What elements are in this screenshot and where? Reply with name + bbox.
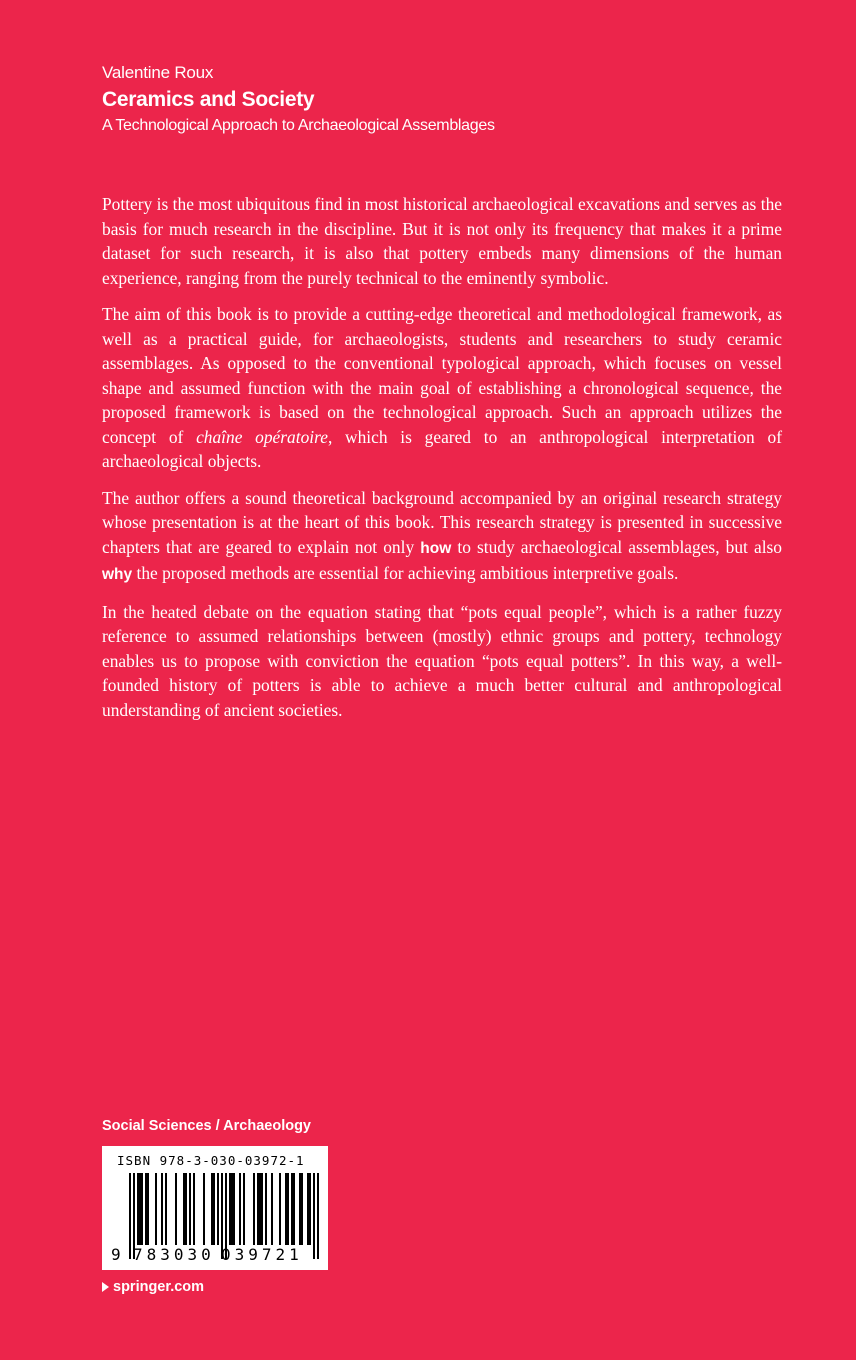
barcode-bar [165,1173,167,1245]
barcode-bar [317,1173,319,1259]
barcode-bar [137,1173,139,1245]
barcode-bar [189,1173,191,1245]
book-title: Ceramics and Society [102,88,315,111]
barcode-bar [129,1173,131,1259]
barcode-bar [141,1173,143,1245]
barcode-bar [261,1173,263,1245]
barcode-bar [229,1173,231,1245]
barcode-bar [211,1173,213,1245]
description-paragraph-3 [102,486,782,588]
paragraph-2-text-b: , which is geared to an anthropological interpretation of archaeological objects. [102,426,782,471]
ean-left-group: 783030 [133,1245,215,1264]
barcode-bar [217,1173,219,1245]
barcode-bar [145,1173,147,1245]
barcode-bar [175,1173,177,1245]
description-paragraph-2 [102,302,782,474]
barcode-bar [239,1173,241,1245]
paragraph-3-bold-how: how [420,539,452,557]
barcode-bar [309,1173,311,1245]
barcode-bar [185,1173,187,1245]
ean-first-digit: 9 [111,1245,121,1264]
paragraph-3-text-a: The author offers a sound theoretical background accompanied by an original research strategy whose presentation is at the heart of this book. This research strategy is presented in successive chapters that are geared to explain not only [102,487,782,557]
barcode-bar [313,1173,315,1259]
website-text: springer.com [113,1279,205,1295]
barcode-bar [139,1173,141,1245]
barcode-bar [259,1173,261,1245]
barcode-bar [213,1173,215,1245]
barcode-bar [231,1173,233,1245]
barcode-bar [147,1173,149,1245]
author-name: Valentine Roux [102,63,214,82]
barcode-bar [279,1173,281,1245]
barcode-bar [307,1173,309,1245]
barcode-bar [285,1173,287,1245]
barcode-bar [183,1173,185,1245]
barcode-bar [299,1173,301,1245]
barcode-bar [301,1173,303,1245]
paragraph-3-text-b: to study archaeological assemblages, but also [451,536,782,557]
play-arrow-icon [102,1282,109,1292]
paragraph-3-text-c: the proposed methods are essential for achieving ambitious interpretive goals. [132,563,679,583]
barcode-bar [243,1173,245,1245]
book-header [102,62,495,137]
barcode-bar [203,1173,205,1245]
book-subtitle: A Technological Approach to Archaeological Assemblages [102,117,495,134]
publisher-website[interactable] [102,1277,204,1297]
barcode-bar [287,1173,289,1245]
isbn-barcode [102,1146,328,1270]
description-paragraph-1: Pottery is the most ubiquitous find in most historical archaeological excavations and serves as the basis for much research in the discipline. But it is not only its frequency that makes it a prime dataset for such research, it is also that pottery embeds many dimensions of the human experience, ranging from the purely technical to the eminently symbolic. [102,194,782,288]
barcode-bar [257,1173,259,1245]
barcode-bar [291,1173,293,1245]
barcode-bar [233,1173,235,1245]
isbn-number: ISBN 978-3-030-03972-1 [117,1153,305,1168]
ean-right-group: 039721 [221,1245,303,1264]
barcode-bar [265,1173,267,1245]
paragraph-2-italic-term: chaîne opératoire [196,426,328,447]
subject-category: Social Sciences / Archaeology [102,1118,311,1134]
description-paragraph-4: In the heated debate on the equation stating that “pots equal people”, which is a rather fuzzy reference to assumed relationships between (mostly) ethnic groups and pottery, technology enables us to propose with conviction the equation “pots equal potters”. In this way, a well-founded history of potters is able to achieve a much better cultural and anthropological understanding of ancient societies. [102,601,782,720]
barcode-bar [271,1173,273,1245]
paragraph-2-text-a: The aim of this book is to provide a cutting-edge theoretical and methodological framework, as well as a practical guide, for archaeologists, students and researchers to study ceramic assemblages. As opposed to the conventional typological approach, which focuses on vessel shape and assumed function with the main goal of establishing a chronological sequence, the proposed framework is based on the technological approach. Such an approach utilizes the concept of [102,304,782,447]
barcode-bar [155,1173,157,1245]
barcode-bar [293,1173,295,1245]
book-description [102,192,782,734]
barcode-bar [193,1173,195,1245]
barcode-bar [161,1173,163,1245]
paragraph-3-bold-why: why [102,566,133,583]
barcode-bar [253,1173,255,1245]
